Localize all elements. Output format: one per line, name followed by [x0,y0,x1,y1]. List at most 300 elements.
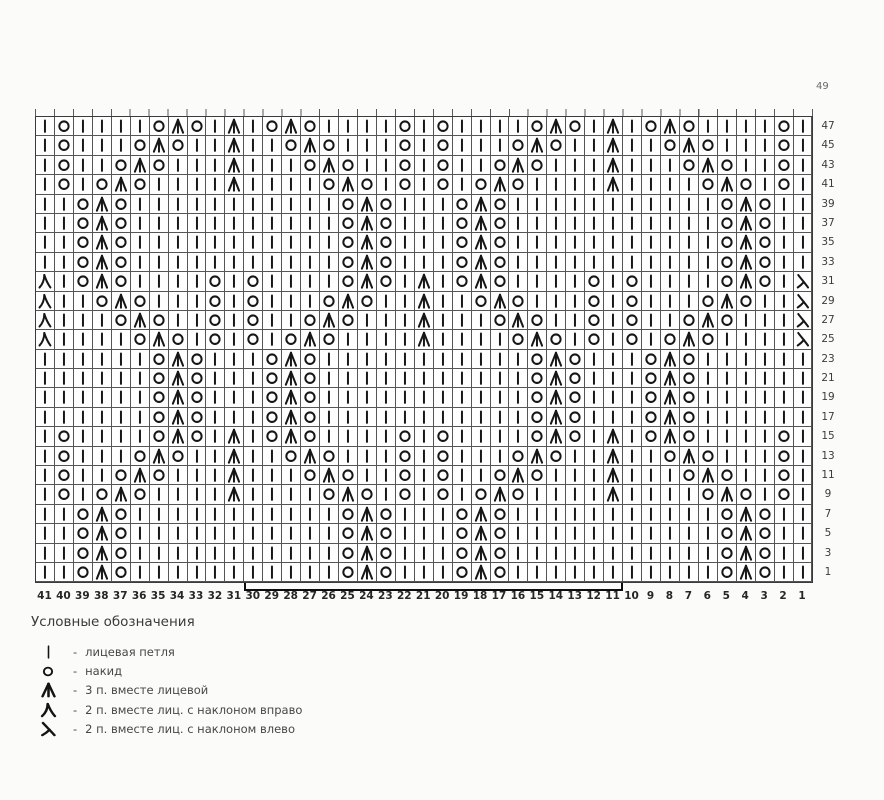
chart-cell [718,214,737,233]
knit-stitch-icon [509,369,527,387]
knit-stitch-icon [377,369,395,387]
chart-cell [377,156,396,175]
chart-cell [794,544,813,563]
chart-cell [206,136,225,155]
column-number: 14 [548,590,564,602]
chart-cell [301,408,320,427]
chart-cell [434,136,453,155]
knit-stitch-icon [112,136,130,154]
chart-cell [547,233,566,252]
knit-3-together-icon [604,117,622,135]
yarn-over-icon [718,233,736,251]
chart-cell [509,292,528,311]
knit-stitch-icon [756,156,774,174]
chart-cell [585,563,604,582]
yarn-over-icon [585,311,603,329]
knit-stitch-icon [491,447,509,465]
yarn-over-icon [150,117,168,135]
knit-stitch-icon [718,350,736,368]
chart-cell [225,388,244,407]
yarn-over-icon [509,447,527,465]
knit-3-together-icon [699,156,717,174]
chart-cell [756,175,775,194]
yarn-over-icon [301,311,319,329]
chart-cell [756,485,775,504]
row-number: 15 [821,430,835,443]
yarn-over-icon [112,272,130,290]
knit-stitch-icon [547,233,565,251]
knit-stitch-icon [206,117,224,135]
knit-stitch-icon [585,233,603,251]
chart-cell [585,311,604,330]
yarn-over-icon [509,292,527,310]
chart-cell [320,408,339,427]
knit-stitch-icon [472,388,490,406]
yarn-over-icon [623,330,641,348]
column-number: 17 [491,590,507,602]
yarn-over-icon [453,544,471,562]
chart-cell [775,485,794,504]
yarn-over-icon [718,466,736,484]
chart-cell [756,466,775,485]
chart-cell [339,485,358,504]
chart-cell [301,524,320,543]
column-number: 2 [779,590,787,602]
chart-cell [188,292,207,311]
knit-3-together-icon [737,214,755,232]
knit-3-together-icon [93,253,111,271]
chart-cell [528,117,547,136]
chart-cell [775,447,794,466]
column-number: 6 [703,590,711,602]
knit-stitch-icon [415,214,433,232]
legend-item-label: 2 п. вместе лиц. с наклоном вправо [85,702,303,717]
knit-stitch-icon [794,253,812,271]
chart-cell [93,388,112,407]
chart-cell [169,563,188,582]
knit-3-together-icon [225,175,243,193]
yarn-over-icon [623,292,641,310]
chart-cell [225,117,244,136]
knit-stitch-icon [301,195,319,213]
knit-stitch-icon [794,524,812,542]
chart-cell [188,350,207,369]
knit-stitch-icon [566,292,584,310]
chart-cell [491,330,510,349]
knit-stitch-icon [472,156,490,174]
knit-3-together-icon [150,447,168,465]
knit-stitch-icon [737,330,755,348]
knit-stitch-icon [263,292,281,310]
knit-stitch-icon [680,233,698,251]
chart-cell [320,117,339,136]
knit-stitch-icon [244,156,262,174]
chart-cell [775,233,794,252]
chart-cell [377,505,396,524]
yarn-over-icon [509,485,527,503]
yarn-over-icon [642,369,660,387]
chart-cell [566,466,585,485]
knit-stitch-icon [169,485,187,503]
knit-stitch-icon [36,563,54,581]
chart-cell [150,253,169,272]
knit-stitch-icon [547,563,565,581]
knit-stitch-icon [131,388,149,406]
column-number: 24 [359,590,374,602]
chart-cell [756,233,775,252]
knit-stitch-icon [453,485,471,503]
knit-stitch-icon [206,408,224,426]
knit-2-together-left-icon [794,330,812,348]
knit-stitch-icon [396,253,414,271]
knit-stitch-icon [718,369,736,387]
chart-cell [169,233,188,252]
knit-stitch-icon [699,369,717,387]
knit-stitch-icon [282,505,300,523]
chart-cell [282,447,301,466]
chart-cell [661,195,680,214]
chart-cell [188,408,207,427]
yarn-over-icon [396,175,414,193]
knit-3-together-icon [661,369,679,387]
chart-cell [661,485,680,504]
knit-stitch-icon [263,195,281,213]
chart-cell [36,214,55,233]
chart-cell [225,233,244,252]
chart-cell [169,311,188,330]
knit-stitch-icon [547,253,565,271]
chart-cell [472,136,491,155]
knit-stitch-icon [604,195,622,213]
knit-stitch-icon [509,233,527,251]
knit-stitch-icon [604,311,622,329]
knit-3-together-icon [472,253,490,271]
yarn-over-icon [112,524,130,542]
yarn-over-icon [434,447,452,465]
knit-stitch-icon [756,466,774,484]
chart-cell [339,253,358,272]
chart-cell [206,388,225,407]
knit-stitch-icon [509,195,527,213]
yarn-over-icon [756,544,774,562]
chart-cell [225,505,244,524]
knit-stitch-icon [301,485,319,503]
knit-stitch-icon [225,505,243,523]
knit-stitch-icon [301,253,319,271]
knit-3-together-icon [225,117,243,135]
knit-3-together-icon [547,388,565,406]
chart-cell [93,272,112,291]
chart-cell [547,156,566,175]
yarn-over-icon [642,350,660,368]
chart-cell [415,292,434,311]
yarn-over-icon [718,524,736,542]
chart-cell [794,524,813,543]
chart-cell [699,156,718,175]
knit-stitch-icon [642,563,660,581]
chart-cell [699,563,718,582]
knit-stitch-icon [320,233,338,251]
yarn-over-icon [756,233,774,251]
knit-3-together-icon [225,466,243,484]
yarn-over-icon [528,311,546,329]
knit-stitch-icon [225,195,243,213]
chart-cell [547,524,566,543]
chart-cell [112,505,131,524]
knit-stitch-icon [718,447,736,465]
chart-cell [150,233,169,252]
chart-cell [642,195,661,214]
chart-cell [661,427,680,446]
chart-cell [131,408,150,427]
chart-cell [680,427,699,446]
chart-cell [775,544,794,563]
knit-3-together-icon [491,485,509,503]
knit-stitch-icon [585,505,603,523]
knit-stitch-icon [396,311,414,329]
chart-cell [509,311,528,330]
chart-cell [131,485,150,504]
chart-cell [282,369,301,388]
chart-cell [509,466,528,485]
knit-stitch-icon [74,466,92,484]
knit-stitch-icon [794,175,812,193]
yarn-over-icon [339,253,357,271]
chart-cell [718,427,737,446]
yarn-over-icon [528,408,546,426]
chart-cell [396,272,415,291]
knit-stitch-icon [547,156,565,174]
chart-cell [434,524,453,543]
chart-cell [509,427,528,446]
yarn-over-icon [339,214,357,232]
knit-3-together-icon [339,175,357,193]
knit-stitch-icon [775,350,793,368]
yarn-over-icon [301,427,319,445]
column-number: 27 [302,590,317,602]
chart-cell [188,214,207,233]
knit-stitch-icon [206,350,224,368]
knit-stitch-icon [169,544,187,562]
knit-stitch-icon [206,253,224,271]
knit-stitch-icon [339,117,357,135]
chart-cell [320,350,339,369]
knit-stitch-icon [794,388,812,406]
knit-stitch-icon [623,195,641,213]
chart-cell [282,408,301,427]
yarn-over-icon [112,311,130,329]
yarn-over-icon [244,311,262,329]
chart-cell [415,233,434,252]
knit-stitch-icon [434,330,452,348]
chart-cell [528,485,547,504]
yarn-over-icon [377,524,395,542]
chart-cell [188,156,207,175]
knit-3-together-icon [509,466,527,484]
chart-cell [434,466,453,485]
knit-stitch-icon [415,544,433,562]
knit-stitch-icon [585,117,603,135]
yarn-over-icon [453,195,471,213]
knit-stitch-icon [585,136,603,154]
chart-cell [737,563,756,582]
chart-cell [244,427,263,446]
knit-stitch-icon [188,233,206,251]
column-number: 20 [434,590,450,602]
yarn-over-icon [642,388,660,406]
knit-stitch-icon [680,253,698,271]
knit-stitch-icon [434,563,452,581]
chart-cell [434,175,453,194]
chart-cell [358,330,377,349]
yarn-over-icon [528,117,546,135]
chart-cell [585,369,604,388]
yarn-over-icon [396,485,414,503]
row-number: 35 [821,236,835,249]
chart-cell [737,408,756,427]
chart-cell [528,466,547,485]
knit-stitch-icon [775,195,793,213]
chart-cell [74,195,93,214]
yarn-over-icon [320,175,338,193]
knit-stitch-icon [415,505,433,523]
yarn-over-icon [206,292,224,310]
knit-stitch-icon [150,485,168,503]
chart-cell [74,136,93,155]
knit-stitch-icon [150,233,168,251]
knit-stitch-icon [225,388,243,406]
knit-stitch-icon [604,388,622,406]
knit-3-together-icon [661,388,679,406]
knit-stitch-icon [623,408,641,426]
chart-cell [263,156,282,175]
chart-cell [301,427,320,446]
knit-stitch-icon [55,563,73,581]
chart-cell [775,524,794,543]
yarn-over-icon [775,466,793,484]
chart-cell [377,485,396,504]
chart-cell [396,156,415,175]
legend-separator: - [73,644,78,659]
knit-stitch-icon [680,272,698,290]
chart-cell [74,350,93,369]
chart-cell [112,330,131,349]
chart-cell [453,117,472,136]
chart-cell [339,505,358,524]
column-number: 13 [567,590,583,602]
chart-cell [642,427,661,446]
knit-stitch-icon [794,485,812,503]
chart-cell [661,466,680,485]
knit-stitch-icon [623,214,641,232]
knit-stitch-icon [188,524,206,542]
knit-stitch-icon [623,466,641,484]
knit-3-together-icon [680,136,698,154]
chart-cell [358,117,377,136]
chart-cell [74,544,93,563]
chart-cell [377,311,396,330]
chart-cell [320,175,339,194]
knit-stitch-icon [604,563,622,581]
knit-stitch-icon [547,272,565,290]
yarn-over-icon [377,272,395,290]
knit-stitch-icon [756,408,774,426]
chart-cell [301,233,320,252]
knit-stitch-icon [263,524,281,542]
knit-stitch-icon [453,156,471,174]
knit-2-together-right-icon [36,292,54,310]
chart-cell [169,253,188,272]
chart-cell [604,524,623,543]
knit-stitch-icon [93,330,111,348]
chart-cell [244,330,263,349]
chart-cell [585,466,604,485]
knit-stitch-icon [566,485,584,503]
chart-cell [93,408,112,427]
knit-stitch-icon [206,136,224,154]
chart-cell [415,175,434,194]
chart-cell [472,175,491,194]
chart-cell [642,311,661,330]
chart-cell [547,214,566,233]
chart-cell [509,117,528,136]
chart-cell [282,524,301,543]
knit-stitch-icon [225,214,243,232]
chart-cell [112,544,131,563]
knit-stitch-icon [794,427,812,445]
yarn-over-icon [699,136,717,154]
knit-stitch-icon [55,214,73,232]
chart-cell [206,466,225,485]
knit-stitch-icon [358,350,376,368]
yarn-over-icon [339,563,357,581]
knit-stitch-icon [244,253,262,271]
knit-stitch-icon [169,292,187,310]
knit-stitch-icon [434,272,452,290]
knit-stitch-icon [377,311,395,329]
yarn-over-icon [131,292,149,310]
chart-cell [528,388,547,407]
chart-cell [131,505,150,524]
knit-stitch-icon [775,292,793,310]
knit-stitch-icon [188,156,206,174]
chart-cell [55,292,74,311]
knit-stitch-icon [415,350,433,368]
knit-stitch-icon [396,408,414,426]
knit-stitch-icon [55,524,73,542]
column-number: 8 [665,590,674,602]
chart-cell [301,447,320,466]
chart-cell [74,175,93,194]
chart-cell [225,466,244,485]
chart-cell [244,233,263,252]
chart-cell [434,156,453,175]
chart-cell [472,524,491,543]
chart-cell [528,427,547,446]
yarn-over-icon [566,388,584,406]
chart-cell [472,485,491,504]
knit-stitch-icon [206,369,224,387]
chart-cell [358,563,377,582]
chart-cell [339,350,358,369]
knit-stitch-icon [131,563,149,581]
chart-cell [680,544,699,563]
chart-cell [36,524,55,543]
chart-cell [206,485,225,504]
chart-cell [150,156,169,175]
knit-stitch-icon [396,233,414,251]
knit-3-together-icon [509,311,527,329]
